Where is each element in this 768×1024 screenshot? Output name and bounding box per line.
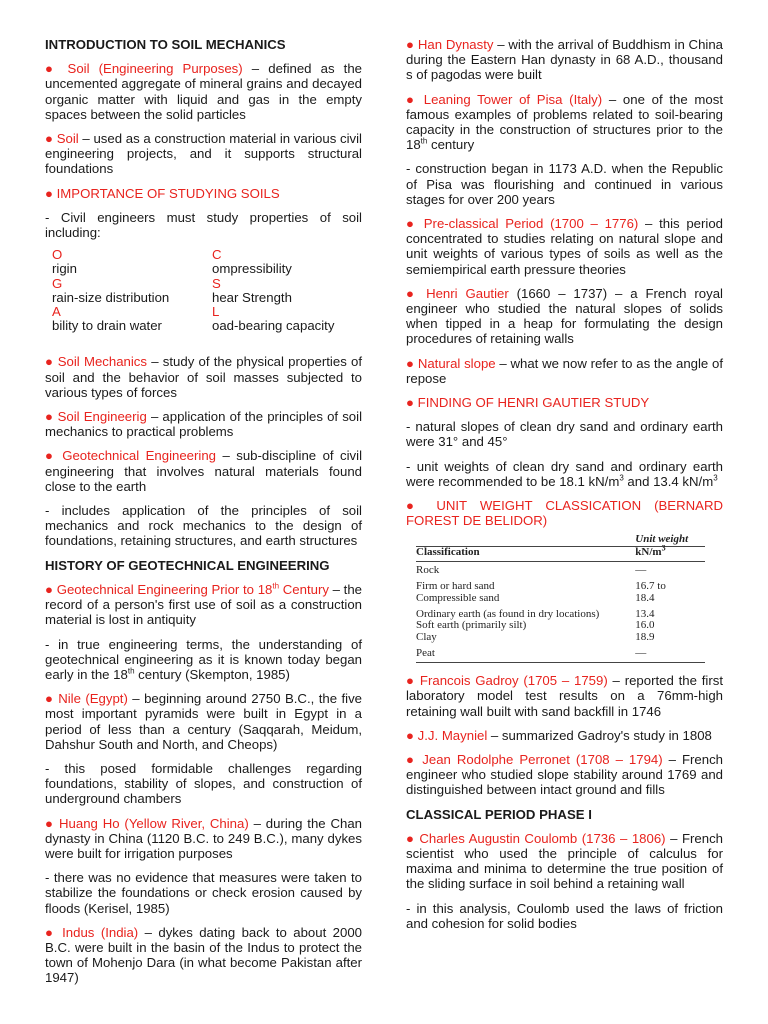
table-row [416, 604, 705, 620]
section-title-intro: INTRODUCTION TO SOIL MECHANICS [45, 37, 286, 52]
section-title-history: HISTORY OF GEOTECHNICAL ENGINEERING [45, 557, 330, 573]
para-gautier-finding-heading [406, 395, 723, 410]
property-item: O rigin [52, 247, 77, 277]
property-item: G rain-size distribution [52, 275, 170, 305]
para-soil-mechanics [45, 354, 362, 400]
bullet: ● [45, 131, 54, 147]
table-row [416, 643, 705, 663]
bullet: ● [406, 727, 414, 743]
definition: – what we now refer to as the angle of repose [406, 355, 724, 386]
definition: – French scientist who used the principle of calculus for maxima and minima to determine the true position of the sliding surface in soil behind a retaining wall [406, 830, 723, 892]
para-includes-application: - includes application of the principles of soil mechanics and rock mechanics to the design of foundations, retaining structures, and earth structures [45, 503, 362, 549]
term: Soil (Engineering Purposes) [67, 61, 243, 77]
definition: – summarized Gadroy's study in 1808 [487, 727, 712, 743]
para-indus-india [45, 925, 362, 986]
term: Francois Gadroy (1705 – 1759) [419, 673, 608, 689]
table-cell-classification: Firm or hard sand [416, 580, 495, 593]
term: Pre-classical Period (1700 – 1776) [423, 216, 639, 232]
bullet: ● [406, 216, 418, 232]
term: Natural slope [417, 355, 496, 371]
definition: – study of the physical properties of soil and the behavior of soil masses subjected to various types of forces [45, 354, 362, 400]
bullet: ● [406, 91, 418, 107]
para-properties-intro: - Civil engineers must study properties of soil including: [45, 209, 362, 241]
para-perronet [406, 752, 723, 798]
para-importance-heading [45, 186, 362, 201]
bullet: ● [406, 498, 424, 514]
property-item: S hear Strength [212, 275, 292, 305]
bullet: ● [406, 355, 415, 371]
para-henri-gautier [406, 286, 723, 347]
para-construction-began: - construction began in 1173 A.D. when the Republic of Pisa was flourishing and continued in various stages for over 200 years [406, 161, 723, 207]
table-header-classification: Classification [416, 546, 599, 561]
table-cell-classification: Clay [416, 630, 437, 643]
definition: – with the arrival of Buddhism in China during the Eastern Han dynasty in 68 A.D., thousand s of pagodas were built [406, 37, 724, 83]
para-coulomb-analysis: - in this analysis, Coulomb used the laws of friction and cohesion for solid bodies [406, 900, 723, 931]
definition: – French engineer who studied slope stability around 1769 and distinguished between intact ground and fills [406, 751, 724, 798]
bullet: ● [45, 581, 54, 597]
unit-weight-table [416, 534, 705, 663]
term: Soil [56, 131, 79, 147]
property-item: C ompressibility [212, 247, 292, 277]
soil-properties-list [52, 248, 362, 333]
bullet: ● [45, 409, 54, 425]
para-leaning-tower-pisa: ● Leaning Tower of Pisa (Italy) – one of the most famous examples of problems related to soil-bearing capacity in the construction of structures prior to the 18th century [406, 91, 724, 153]
table-header-units: $kN/m^3$ [599, 546, 705, 561]
table-cell-unit-weight: 18.4 [635, 591, 655, 604]
para-formidable-challenges: - this posed formidable challenges regarding foundations, stability of slopes, and construction of underground chambers [45, 760, 362, 807]
definition: – application of the principles of soil mechanics to practical problems [45, 409, 363, 440]
para-nile-egypt [45, 691, 362, 752]
para-francois-gadroy [406, 673, 723, 719]
para-pre-classical-period [406, 216, 723, 277]
para-han-dynasty [406, 37, 723, 83]
table-cell-classification: Compressible sand [416, 591, 500, 604]
property-item: L oad-bearing capacity [212, 304, 335, 334]
para-coulomb [406, 831, 723, 892]
term: Indus (India) [62, 924, 139, 940]
term: Geotechnical Engineering [62, 448, 217, 464]
term: Soil Mechanics [57, 354, 147, 370]
term: Nile (Egypt) [58, 691, 128, 707]
definition: – dykes dating back to about 2000 B.C. were built in the basin of the Indus to protect the town of Mohenjo Dara (in what become Pakistan after 1947) [45, 924, 362, 986]
term: IMPORTANCE OF STUDYING SOILS [56, 185, 280, 201]
table-cell-unit-weight: — [635, 564, 647, 577]
para-natural-slope [406, 356, 723, 386]
para-true-engineering-terms: - in true engineering terms, the understanding of geotechnical engineering as it is known today began early in the 18th century (Skempton, 1985) [45, 636, 362, 682]
para-natural-slopes-values: - natural slopes of clean dry sand and ordinary earth were 31° and 45° [406, 419, 723, 450]
table-row [416, 632, 705, 643]
bullet: ● [406, 830, 415, 846]
bullet: ● [406, 395, 414, 411]
para-soil-engineering-purposes [45, 61, 362, 122]
table-cell-unit-weight: 16.0 [635, 619, 655, 632]
bullet: ● [406, 673, 416, 689]
right-column [406, 37, 723, 940]
left-column [45, 37, 362, 995]
para-unit-weight-classification-heading [406, 498, 723, 528]
bullet: ● [45, 815, 55, 831]
term: Huang Ho (Yellow River, China) [59, 815, 249, 831]
para-unit-weights-values: - unit weights of clean dry sand and ordinary earth were recommended to be 18.1 $kN/m^3$ and 13.4 $kN/m^3$ [406, 458, 723, 489]
definition: – reported the first laboratory model test results on a 76mm-high retaining wall built with sand backfill in 1746 [406, 673, 723, 719]
definition: (1660 – 1737) – a French royal engineer who studied the natural slopes of solids when tipped in a heap for formulating the design procedures of retaining walls [406, 285, 723, 347]
term: Geotechnical Engineering Prior to 18th Century [56, 581, 329, 597]
table-row [416, 576, 705, 592]
table-header-unit-weight: Unit weight [635, 533, 689, 546]
term: Charles Augustin Coulomb (1736 – 1806) [419, 830, 666, 846]
para-soil-engineering [45, 409, 362, 439]
definition: – used as a construction material in various civil engineering projects, and it supports structural foundations [45, 131, 362, 177]
table-row [416, 620, 705, 631]
section-title-classical-period: CLASSICAL PERIOD PHASE I [406, 806, 592, 822]
para-no-evidence: - there was no evidence that measures were taken to stabilize the foundations or check erosion caused by floods (Kerisel, 1985) [45, 870, 362, 916]
table-cell-unit-weight: — [599, 643, 705, 663]
para-soil [45, 131, 362, 177]
term: J.J. Mayniel [417, 727, 488, 743]
term: Soil Engineerig [57, 409, 147, 425]
bullet: ● [45, 61, 59, 77]
property-item: A bility to drain water [52, 304, 162, 334]
term: Leaning Tower of Pisa (Italy) [423, 91, 603, 107]
bullet: ● [45, 354, 54, 370]
table-cell-unit-weight: 13.4 [635, 607, 655, 620]
bullet: ● [45, 448, 56, 464]
table-cell-unit-weight: 18.9 [635, 630, 655, 643]
term: UNIT WEIGHT CLASSICATION (BERNARD FOREST DE BELIDOR) [406, 498, 723, 529]
bullet: ● [45, 924, 56, 940]
table-cell-unit-weight: 16.7 to [635, 580, 666, 593]
para-prior-18th-century [45, 582, 362, 628]
bullet: ● [45, 185, 53, 201]
table-cell-classification: Ordinary earth (as found in dry locations) [416, 607, 600, 620]
table-row [416, 593, 705, 604]
table-cell-classification: Soft earth (primarily silt) [416, 619, 527, 632]
bullet: ● [406, 751, 417, 767]
table-cell-classification: Peat [416, 643, 599, 663]
definition: – sub-discipline of civil engineering that involves natural materials found close to the earth [45, 448, 362, 494]
para-mayniel [406, 728, 723, 743]
definition: – defined as the uncemented aggregate of mineral grains and decayed organic matter with liquid and gas in the empty spaces between the solid particles [45, 61, 363, 122]
term: Han Dynasty [417, 37, 494, 52]
term: Jean Rodolphe Perronet (1708 – 1794) [422, 751, 663, 767]
bullet: ● [406, 285, 419, 301]
term: Henri Gautier [426, 285, 509, 301]
para-huang-ho [45, 816, 362, 862]
definition: – the record of a person's first use of soil as a construction material is lost in antiquity [45, 581, 363, 628]
definition: – beginning around 2750 B.C., the five most important pyramids were built in Egypt in a period of less than a century (Saqqarah, Meidum, Dahshur South and North, and Cheops) [45, 691, 363, 752]
bullet: ● [406, 37, 415, 52]
bullet: ● [45, 691, 54, 707]
term: FINDING OF HENRI GAUTIER STUDY [417, 395, 650, 411]
table-row [416, 562, 705, 577]
table-cell-classification: Rock [416, 564, 440, 577]
definition: – during the Chan dynasty in China (1120 B.C. to 249 B.C.), many dykes were built for irrigation purposes [45, 815, 362, 861]
definition: – this period concentrated to studies relating on natural slope and unit weights of various types of soils as well as the semiempirical earth pressure theories [406, 216, 723, 277]
para-geotechnical-engineering [45, 448, 362, 494]
